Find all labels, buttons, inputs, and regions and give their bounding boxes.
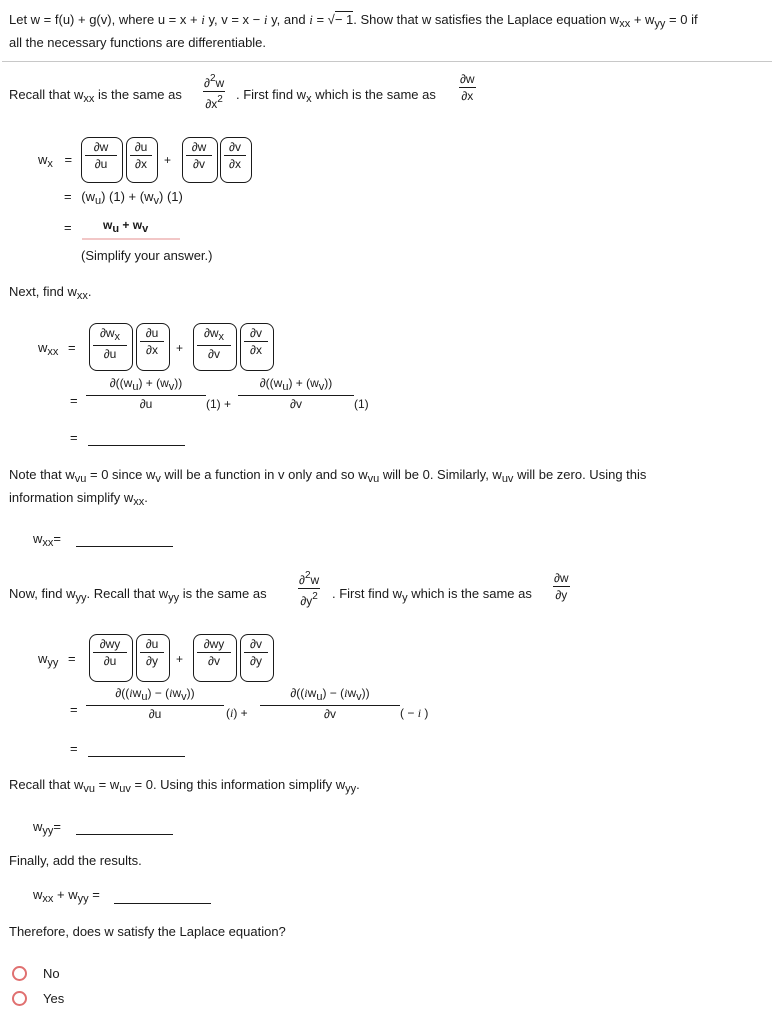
- divider: [2, 61, 772, 62]
- d2w-dy2-fraction: ∂$^2$w $\partial y^2$: [299, 570, 320, 608]
- plus-sign: +: [164, 153, 172, 167]
- multiplier: ( − i ): [400, 706, 429, 720]
- laplace-question: Therefore, does w satisfy the Laplace equation?: [9, 924, 286, 939]
- note-line-1: Note that $w_{vu} = 0$ since $w_v$ will be a function in v only and so $w_{vu}$ will be 0. Similarly, $w_{uv}$ will be zero. Using this: [9, 467, 647, 485]
- dv-dx-fraction: ∂v ∂x: [224, 140, 246, 171]
- d-sum-du-fraction: ∂((wu) + (wv)) ∂u: [86, 376, 206, 411]
- wyy-simplified-lhs: $w_{yy}=$: [33, 819, 61, 837]
- wxx-line-3-eq: =: [70, 430, 78, 445]
- wyy-lhs: $w_{yy}$ =: [38, 651, 76, 669]
- wyy-line-2-eq: =: [70, 702, 78, 717]
- wx-answer[interactable]: wu + wv: [103, 218, 149, 235]
- plus-sign: +: [176, 341, 184, 355]
- du-dx-fraction: ∂u ∂x: [140, 326, 164, 357]
- d-sum-dv-fraction: ∂((wu) + (wv)) ∂v: [238, 376, 354, 411]
- sum-lhs: $w_{xx} + w_{yy}$ =: [33, 887, 100, 905]
- plus-sign: +: [176, 652, 184, 666]
- multiplier: (i) +: [226, 706, 248, 720]
- dw-du-fraction: ∂w ∂u: [85, 140, 117, 171]
- dwy-dv-fraction: ∂wy ∂v: [197, 637, 231, 668]
- now-find-wyy-text: Now, find $w_{yy}$. Recall that $w_{yy}$ is the same as: [9, 586, 267, 604]
- option-yes-label[interactable]: Yes: [43, 991, 65, 1006]
- simplify-hint: (Simplify your answer.): [81, 248, 213, 263]
- recall-wxx-text: Recall that $w_{xx}$ is the same as: [9, 87, 182, 105]
- wxx-answer-blank[interactable]: [88, 445, 185, 446]
- first-find-wy-text: . First find $w_y$ which is the same as: [332, 586, 532, 604]
- dw-dv-fraction: ∂w ∂v: [186, 140, 212, 171]
- dwx-dv-fraction: ∂wx ∂v: [197, 326, 231, 361]
- wxx-simplified-blank[interactable]: [76, 546, 173, 547]
- wx-lhs: $w_x$ =: [38, 152, 73, 170]
- wyy-answer-blank[interactable]: [88, 756, 185, 757]
- option-no-label[interactable]: No: [43, 966, 60, 981]
- dw-dx-fraction: ∂w ∂x: [460, 72, 475, 103]
- du-dy-fraction: ∂u ∂y: [140, 637, 164, 668]
- dv-dx-fraction: ∂v ∂x: [244, 326, 268, 357]
- wxx-simplified-lhs: $w_{xx}=$: [33, 531, 61, 549]
- d-diff-du-fraction: ∂((iwu) − (iwv)) ∂u: [86, 686, 224, 721]
- wx-line-2: = $(w_u) (1) + (w_v)$ (1): [64, 189, 183, 207]
- radio-yes[interactable]: [12, 991, 27, 1006]
- d-diff-dv-fraction: ∂((iwu) − (iwv)) ∂v: [260, 686, 400, 721]
- wxx-line-2-eq: =: [70, 393, 78, 408]
- first-find-wx-text: . First find $w_x$ which is the same as: [236, 87, 436, 105]
- intro-line-1: Let w = f(u) + g(v), where u = x + i y, v = x − i y, and i = √− 1. Show that w satisfies the Laplace equation $w_{xx} + w_{yy} = 0$ if: [9, 12, 698, 30]
- note-line-2: information simplify $w_{xx}$.: [9, 490, 148, 508]
- du-dx-fraction: ∂u ∂x: [130, 140, 152, 171]
- finally-text: Finally, add the results.: [9, 853, 142, 868]
- wyy-simplified-blank[interactable]: [76, 834, 173, 835]
- dv-dy-fraction: ∂v ∂y: [244, 637, 268, 668]
- radio-no[interactable]: [12, 966, 27, 981]
- wxx-lhs: $w_{xx}$ =: [38, 340, 76, 358]
- multiplier: (1) +: [206, 397, 232, 411]
- answer-underline: [82, 238, 180, 240]
- dwy-du-fraction: ∂wy ∂u: [93, 637, 127, 668]
- dw-dy-fraction: ∂w ∂y: [554, 571, 569, 602]
- sum-answer-blank[interactable]: [114, 903, 211, 904]
- wx-line-3-eq: =: [64, 220, 72, 235]
- recall-zero-text: Recall that $w_{vu} = w_{uv} = 0$. Using this information simplify $w_{yy}$.: [9, 777, 360, 795]
- multiplier: (1): [354, 397, 369, 411]
- wyy-line-3-eq: =: [70, 741, 78, 756]
- dwx-du-fraction: ∂wx ∂u: [93, 326, 127, 361]
- d2w-dx2-fraction: ∂$^2$w $\partial x^2$: [204, 73, 225, 111]
- next-find-wxx: Next, find $w_{xx}$.: [9, 284, 92, 302]
- intro-line-2: all the necessary functions are differentiable.: [9, 35, 267, 50]
